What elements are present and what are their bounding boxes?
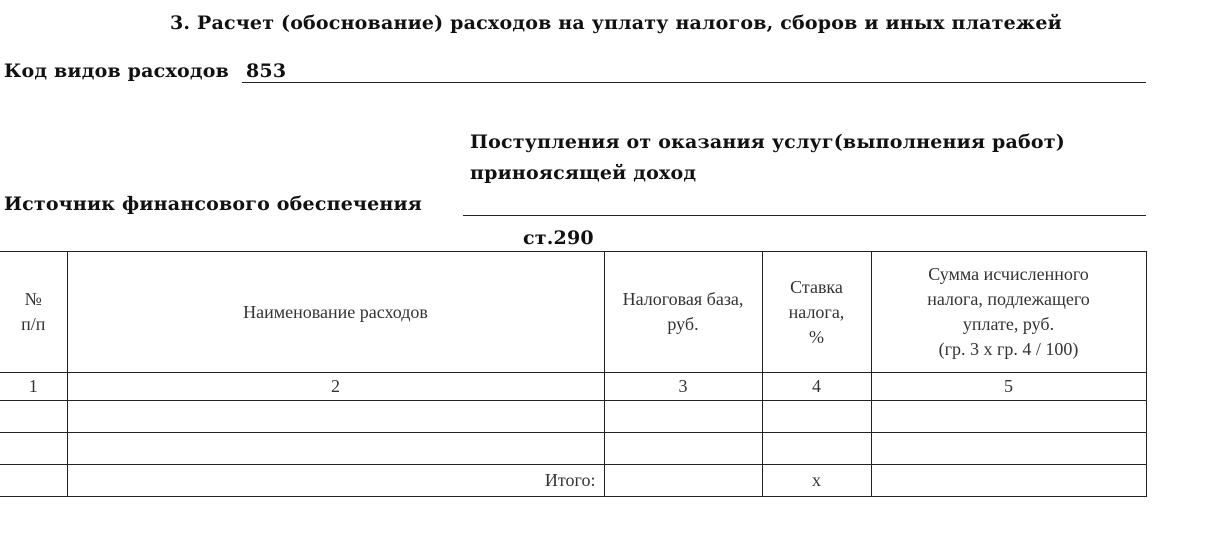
total-sum — [871, 465, 1146, 497]
header-base-line1: Налоговая база, — [622, 289, 744, 309]
table-cell — [762, 401, 871, 433]
table-cell — [604, 401, 762, 433]
header-sum-line1: Сумма исчисленного — [928, 264, 1089, 284]
header-rate — [762, 252, 871, 373]
column-number: 4 — [762, 373, 871, 401]
column-number-row — [0, 373, 1146, 401]
table-cell — [762, 433, 871, 465]
table-row — [0, 401, 1146, 433]
column-number: 5 — [871, 373, 1146, 401]
table-row — [0, 433, 1146, 465]
header-num — [0, 252, 67, 373]
table-cell — [871, 401, 1146, 433]
header-sum — [871, 252, 1146, 373]
tax-calculation-table — [0, 251, 1147, 497]
income-source-underline — [463, 215, 1146, 216]
header-rate-line3: % — [809, 326, 824, 347]
income-source-value-line2: приноясящей доход — [470, 162, 697, 184]
table-cell — [871, 433, 1146, 465]
header-num-line1: № — [24, 289, 42, 309]
column-number: 1 — [0, 373, 67, 401]
table-cell — [0, 433, 67, 465]
table-cell — [604, 433, 762, 465]
income-source-label: Источник финансового обеспечения — [4, 193, 423, 215]
total-base — [604, 465, 762, 497]
header-rate-line2: налога, — [788, 301, 845, 322]
table-header-row — [0, 252, 1146, 373]
total-rate: x — [762, 465, 871, 497]
header-base-line2: руб. — [667, 314, 699, 334]
expense-code-label: Код видов расходов — [4, 60, 229, 82]
header-name-text: Наименование расходов — [243, 301, 428, 322]
income-source-value-line1: Поступления от оказания услуг(выполнения работ) — [470, 131, 1065, 153]
header-sum-line3: уплате, руб. — [962, 314, 1055, 334]
table-cell — [67, 401, 604, 433]
header-name — [67, 252, 604, 373]
expense-code-underline — [242, 82, 1146, 83]
header-sum-line4: (гр. 3 х гр. 4 / 100) — [938, 339, 1079, 359]
column-number: 2 — [67, 373, 604, 401]
article-code: ст.290 — [523, 227, 594, 249]
header-base — [604, 252, 762, 373]
expense-code-value: 853 — [246, 60, 287, 82]
header-num-line2: п/п — [21, 314, 46, 334]
total-empty-cell — [0, 465, 67, 497]
page-title: 3. Расчет (обоснование) расходов на уплату налогов, сборов и иных платежей — [170, 12, 1062, 34]
table-cell — [0, 401, 67, 433]
table-cell — [67, 433, 604, 465]
total-label: Итого: — [67, 465, 604, 497]
header-sum-line2: налога, подлежащего — [927, 289, 1090, 309]
header-rate-line1: Ставка — [790, 276, 843, 297]
column-number: 3 — [604, 373, 762, 401]
total-row — [0, 465, 1146, 497]
